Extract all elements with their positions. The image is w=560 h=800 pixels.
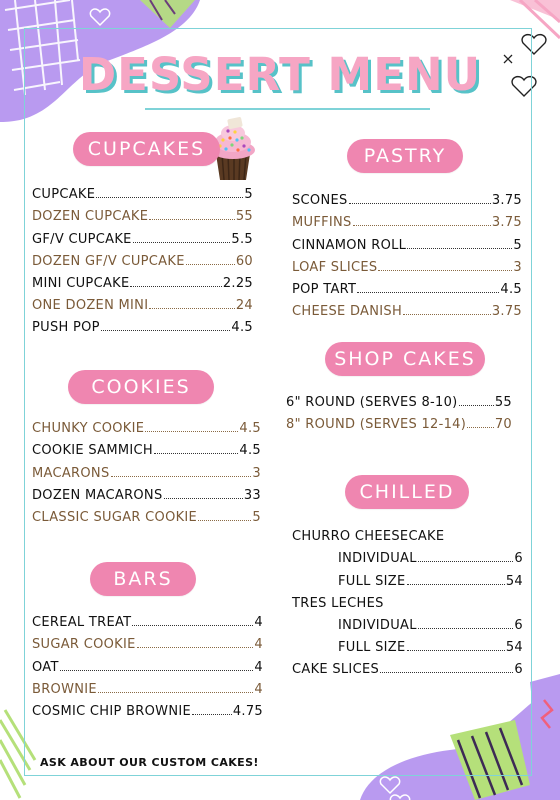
bars-heading: BARS	[90, 562, 196, 596]
menu-item: SCONES 3.75	[292, 193, 522, 209]
menu-item: MUFFINS 3.75	[292, 215, 522, 231]
menu-item: CHEESE DANISH 3.75	[292, 304, 522, 320]
menu-item: SUGAR COOKIE 4	[32, 637, 263, 653]
menu-item: 8" ROUND (SERVES 12-14) 70	[286, 417, 512, 433]
cookies-list	[32, 414, 261, 525]
menu-item: MACARONS 3	[32, 465, 261, 481]
custom-cakes-note: ASK ABOUT OUR CUSTOM CAKES!	[40, 756, 259, 769]
menu-item: LOAF SLICES 3	[292, 259, 522, 275]
menu-item: DOZEN GF/V CUPCAKE 60	[32, 253, 253, 269]
pastry-list	[292, 186, 522, 319]
menu-item: CLASSIC SUGAR COOKIE 5	[32, 509, 261, 525]
menu-item: GF/V CUPCAKE 5.5	[32, 231, 253, 247]
menu-item: CINNAMON ROLL 5	[292, 237, 522, 253]
menu-item: CHUNKY COOKIE 4.5	[32, 421, 261, 437]
cupcakes-heading: CUPCAKES	[73, 132, 220, 166]
menu-item: TRES LECHES	[292, 595, 384, 611]
menu-item: FULL SIZE 54	[338, 573, 523, 589]
pastry-heading: PASTRY	[347, 139, 463, 173]
menu-item: CAKE SLICES 6	[292, 662, 523, 678]
menu-item: COOKIE SAMMICH 4.5	[32, 443, 261, 459]
menu-item: COSMIC CHIP BROWNIE 4.75	[32, 703, 263, 719]
menu-item: CUPCAKE 5	[32, 187, 253, 203]
menu-item: CHURRO CHEESECAKE	[292, 529, 445, 545]
menu-item: OAT 4	[32, 659, 263, 675]
cupcakes-list	[32, 180, 253, 335]
menu-item: BROWNIE 4	[32, 681, 263, 697]
menu-item: DOZEN CUPCAKE 55	[32, 209, 253, 225]
bars-list	[32, 608, 263, 719]
menu-item: FULL SIZE 54	[338, 640, 523, 656]
menu-item: INDIVIDUAL 6	[338, 551, 523, 567]
menu-item: 6" ROUND (SERVES 8-10) 55	[286, 395, 512, 411]
title-underline	[145, 108, 430, 110]
cookies-heading: COOKIES	[68, 370, 214, 404]
menu-item: DOZEN MACARONS 33	[32, 487, 261, 503]
menu-item: POP TART 4.5	[292, 281, 522, 297]
menu-item: MINI CUPCAKE 2.25	[32, 275, 253, 291]
menu-item: CEREAL TREAT 4	[32, 615, 263, 631]
shop-cakes-list	[286, 388, 512, 432]
chilled-list	[292, 522, 523, 677]
shop-cakes-heading: SHOP CAKES	[325, 342, 485, 376]
menu-item: INDIVIDUAL 6	[338, 617, 523, 633]
menu-item: ONE DOZEN MINI 24	[32, 298, 253, 314]
menu-item: PUSH POP 4.5	[32, 320, 253, 336]
chilled-heading: CHILLED	[345, 475, 469, 509]
menu-title: DESSERT MENU	[78, 48, 482, 101]
